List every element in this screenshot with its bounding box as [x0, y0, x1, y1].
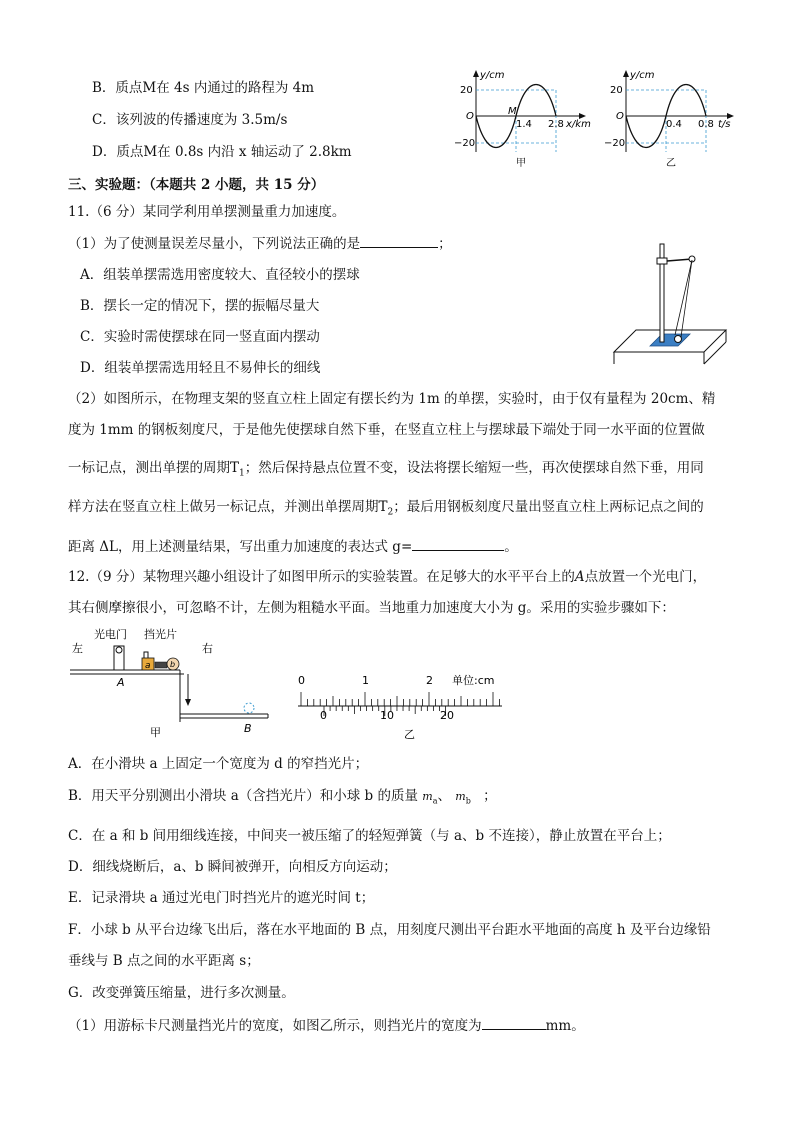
yi-ymin: −20 [604, 138, 626, 149]
label-right: 右 [202, 642, 213, 655]
jia-point-m: M [508, 106, 517, 117]
q12-stem-line1: 12.（9 分）某物理兴趣小组设计了如图甲所示的实验装置。在足够大的水平平台上的A点放置一个光电门， [68, 569, 707, 585]
jia-ymax: 20 [460, 85, 473, 96]
stand-arm [667, 259, 692, 261]
yi-origin: O [616, 111, 624, 122]
q12-step-f-line2: 垂线与 B 点之间的水平距离 s； [68, 953, 260, 969]
jia-tick1: 1.4 [516, 119, 532, 130]
jia-ylabel: y/cm [480, 70, 505, 81]
yi-xlabel: t/s [718, 119, 731, 130]
q11-stem: 11.（6 分）某同学利用单摆测量重力加速度。 [68, 204, 346, 220]
spring [155, 662, 167, 668]
q12-part1: （1）用游标卡尺测量挡光片的宽度，如图乙所示，则挡光片的宽度为 mm。 [68, 1015, 585, 1036]
q11-part2-line4: 样方法在竖直立柱上做另一标记点，并测出单摆周期$T_2$；最后用钢板刻度尺量出竖直立柱上两标记点之间的 [68, 499, 704, 518]
yi-ymax: 20 [610, 85, 623, 96]
jia-caption: 甲 [516, 158, 526, 169]
figure-yi-caption: 乙 [404, 728, 415, 741]
caliper-unit: 单位:cm [452, 674, 495, 687]
q11-option-c: C．实验时需使摆球在同一竖直面内摆动 [80, 329, 320, 345]
label-left: 左 [72, 642, 83, 655]
svg-text:b: b [170, 660, 176, 669]
q11-option-a: A．组装单摆需选用密度较大、直径较小的摆球 [80, 267, 360, 283]
q12-step-f-line1: F．小球 b 从平台边缘飞出后，落在水平地面的 B 点，用刻度尺测出平台距水平地面的高度 h 及平台边缘铅 [68, 922, 711, 938]
jia-origin: O [466, 111, 474, 122]
svg-text:20: 20 [440, 709, 454, 722]
q10-option-d: D．质点M在 0.8s 内沿 x 轴运动了 2.8km [92, 144, 352, 160]
caliper-main-scale [301, 692, 499, 706]
q11-part2-line5: 距离 ΔL，用上述测量结果，写出重力加速度的表达式 g= 。 [68, 536, 518, 557]
yi-tick1: 0.4 [666, 119, 682, 130]
q12-step-b: B．用天平分别测出小滑块 a（含挡光片）和小球 b 的质量 $m_a$、 $m_b$ ； [68, 788, 497, 806]
q12-step-e: E．记录滑块 a 通过光电门时挡光片的遮光时间 t； [68, 890, 375, 906]
svg-text:2: 2 [426, 674, 433, 687]
figure-jia-caption: 甲 [150, 726, 161, 739]
q10-option-c: C．该列波的传播速度为 3.5m/s [92, 112, 288, 128]
q11-part2-line2: 度为 1mm 的钢板刻度尺，于是他先使摆球自然下垂，在竖直立柱上与摆球最下端处于同一水平面的位置做 [68, 422, 705, 438]
point-a-label: A [117, 676, 125, 689]
svg-text:0: 0 [320, 709, 327, 722]
q12-answer-blank-1[interactable] [482, 1015, 546, 1030]
pendulum-stand-figure [612, 238, 730, 368]
q11-option-d: D．组装单摆需选用轻且不易伸长的细线 [80, 360, 321, 376]
yi-tick2: 0.8 [698, 119, 714, 130]
pendulum-bob [675, 336, 682, 343]
pendulum-string [675, 260, 692, 335]
jia-ymin: −20 [454, 138, 476, 149]
q12-step-c: C．在 a 和 b 间用细线连接，中间夹一被压缩了的轻短弹簧（与 a、b 不连接），静止放置在平台上； [68, 828, 671, 844]
label-shutter: 挡光片 [144, 628, 177, 641]
q11-answer-blank-1[interactable] [360, 233, 438, 248]
jia-xlabel: x/km [566, 119, 591, 130]
wave-graph-yi [600, 66, 740, 170]
q12-step-a: A．在小滑块 a 上固定一个宽度为 d 的窄挡光片； [68, 756, 369, 772]
svg-text:0: 0 [298, 674, 305, 687]
q11-part2-line1: （2）如图所示，在物理支架的竖直立柱上固定有摆长约为 1m 的单摆，实验时，由于仅有量程为 20cm、精 [68, 391, 716, 407]
svg-text:10: 10 [380, 709, 394, 722]
q11-answer-blank-2[interactable] [412, 536, 504, 551]
svg-text:a: a [145, 661, 151, 671]
section-heading: 三、实验题：（本题共 2 小题，共 15 分） [68, 177, 325, 193]
yi-caption: 乙 [666, 158, 676, 169]
q11-part2-line3: 一标记点，测出单摆的周期$T_1$；然后保持悬点位置不变，设法将摆长缩短一些，再次使摆球自然下垂，用同 [68, 460, 704, 479]
q12-stem-line2: 其右侧摩擦很小，可忽略不计，左侧为粗糙水平面。当地重力加速度大小为 g。采用的实验步骤如下： [68, 600, 675, 616]
label-gate: 光电门 [94, 628, 127, 641]
svg-text:1: 1 [362, 674, 369, 687]
apparatus-figure-jia [68, 624, 278, 740]
q10-option-b: B．质点M在 4s 内通过的路程为 4m [92, 80, 315, 96]
yi-ylabel: y/cm [630, 70, 655, 81]
q12-step-g: G．改变弹簧压缩量，进行多次测量。 [68, 985, 295, 1001]
q11-option-b: B．摆长一定的情况下，摆的振幅尽量大 [80, 298, 320, 314]
q11-part1: （1）为了使测量误差尽量小，下列说法正确的是 ； [68, 233, 452, 254]
q12-step-d: D．细线烧断后，a、b 瞬间被弹开，向相反方向运动； [68, 859, 397, 875]
point-b-label: B [244, 722, 252, 735]
jia-tick2: 2.8 [548, 119, 564, 130]
wave-graph-jia [452, 66, 592, 170]
vernier-caliper-figure-yi [292, 668, 514, 742]
landing-ball [244, 703, 254, 713]
